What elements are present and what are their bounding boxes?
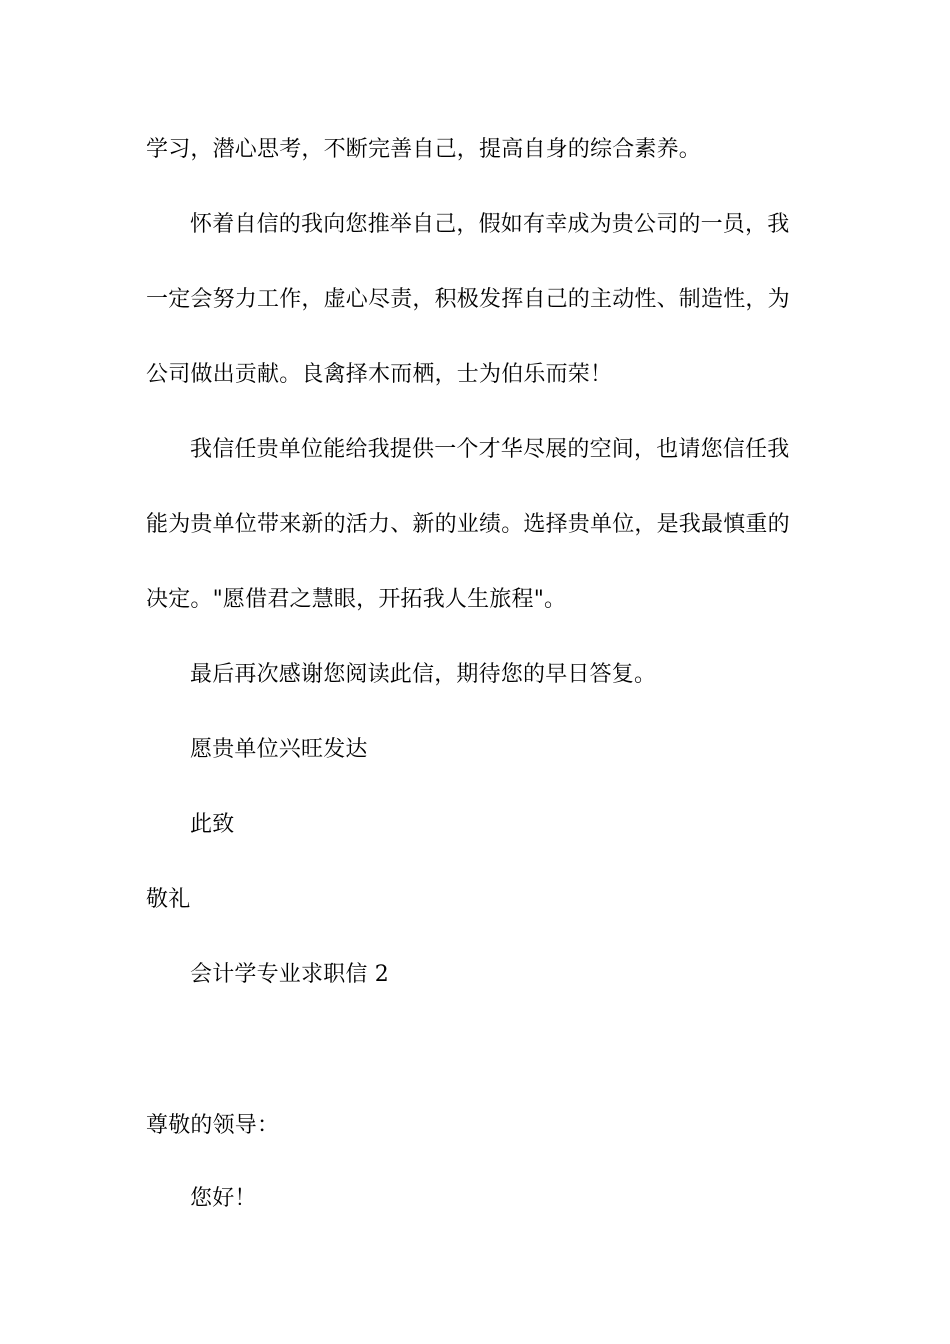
section-title: 会计学专业求职信 2	[190, 962, 389, 987]
salutation-jingli: 敬礼	[146, 887, 191, 912]
closing-wish: 愿贵单位兴旺发达	[190, 737, 368, 762]
paragraph-line: 决定。"愿借君之慧眼，开拓我人生旅程"。	[146, 587, 567, 612]
paragraph-line: 一定会努力工作，虚心尽责，积极发挥自己的主动性、制造性，为	[146, 287, 790, 312]
closing-thanks: 最后再次感谢您阅读此信，期待您的早日答复。	[190, 662, 657, 687]
paragraph-line: 公司做出贡献。良禽择木而栖，士为伯乐而荣！	[146, 362, 613, 387]
paragraph-line: 学习，潜心思考，不断完善自己，提高自身的综合素养。	[146, 137, 702, 162]
paragraph-line: 怀着自信的我向您推举自己，假如有幸成为贵公司的一员，我	[190, 212, 790, 237]
letter-greeting: 尊敬的领导：	[146, 1113, 280, 1138]
paragraph-line: 我信任贵单位能给我提供一个才华尽展的空间，也请您信任我	[190, 437, 790, 462]
letter-hello: 您好！	[190, 1186, 257, 1211]
paragraph-line: 能为贵单位带来新的活力、新的业绩。选择贵单位，是我最慎重的	[146, 512, 790, 537]
salutation-cizhi: 此致	[190, 812, 235, 837]
